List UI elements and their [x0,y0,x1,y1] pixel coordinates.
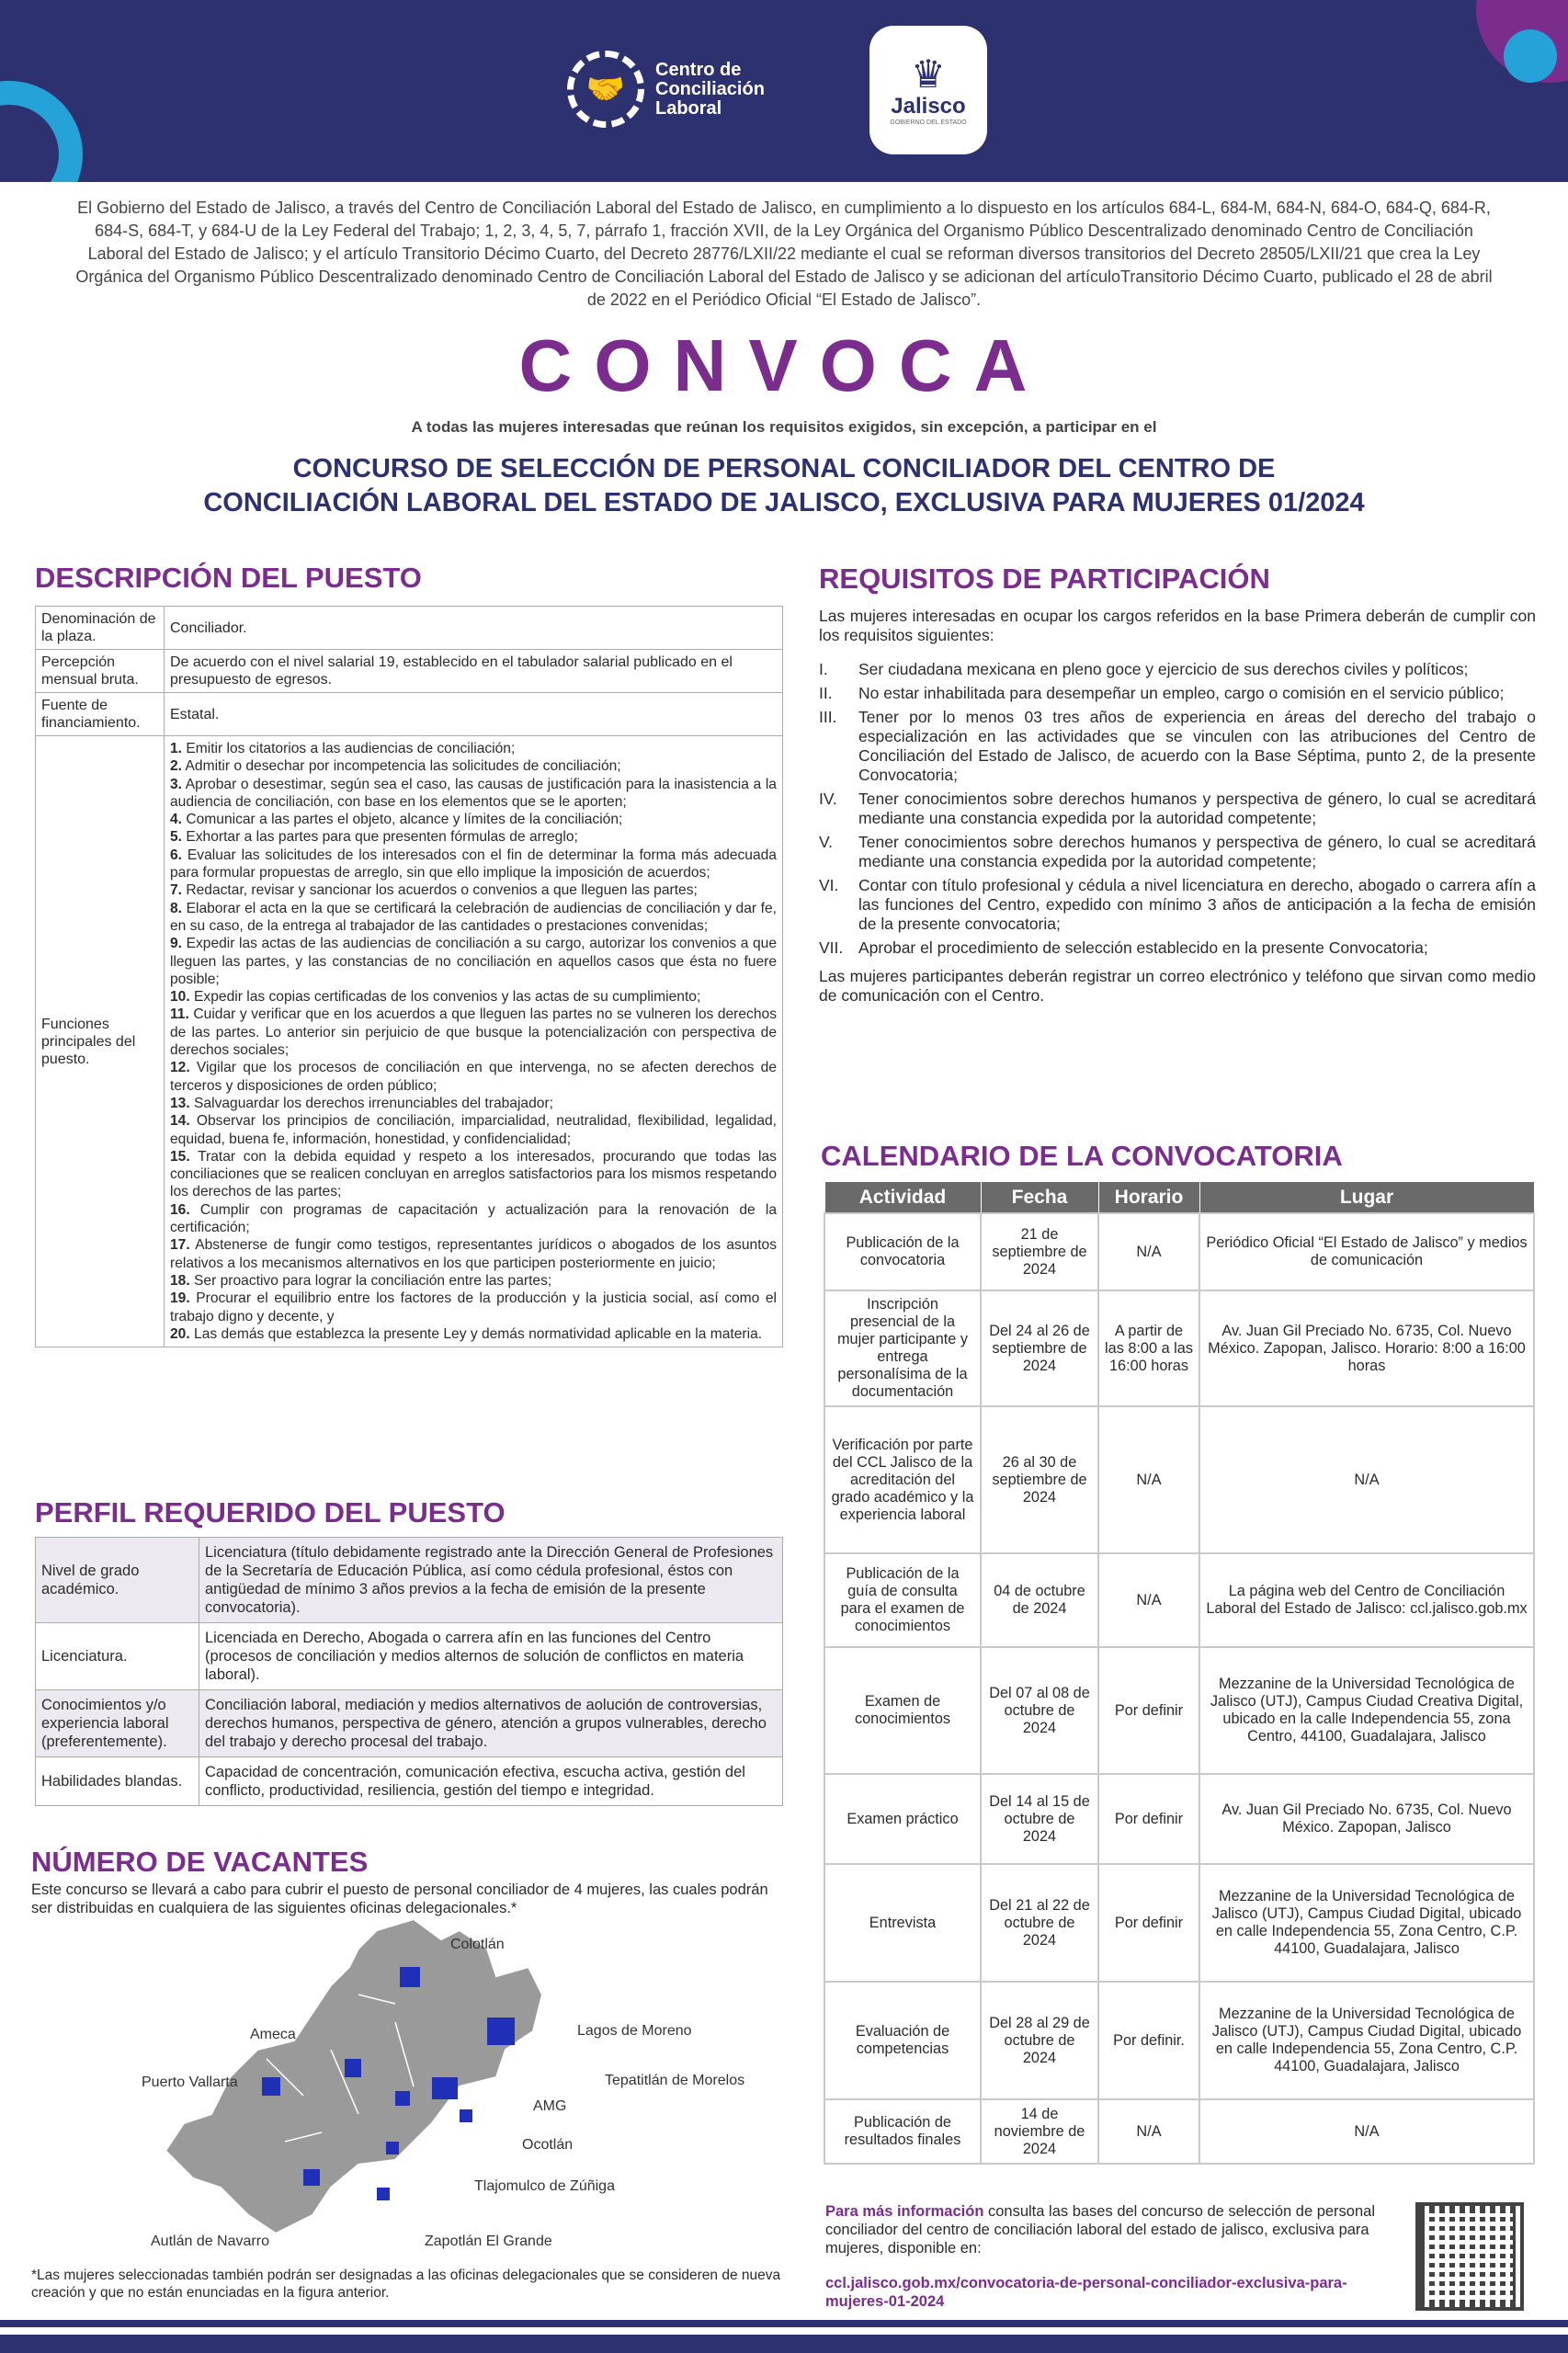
calendario-lugar: La página web del Centro de Conciliación Laboral del Estado de Jalisco: ccl.jalisco.gob.mx [1199,1553,1534,1647]
more-info [825,2202,1386,2311]
descripcion-table [35,606,783,1347]
funcion-item [170,776,777,812]
funcion-text: Elaborar el acta en la que se certificará la celebración de audiencias de conciliación y dar fe, en su caso, de la entrega al trabajador de las cantidades o prestaciones convenidas; [170,900,777,934]
descripcion-value: Estatal. [165,693,783,736]
funcion-item [170,1095,777,1112]
funcion-number: 16. [170,1201,190,1218]
funcion-number: 20. [170,1325,190,1342]
calendario-actividad: Evaluación de competencias [824,1982,981,2099]
decorative-circle-left [0,81,83,182]
funcion-text: Evaluar las solicitudes de los interesados con el fin de determinar la forma más adecuada para formular propuestas de arreglo, sin que ello implique la imposición de acuerdos; [170,847,777,881]
crown-icon: ♛ [911,51,946,96]
calendario-row [824,1290,1534,1406]
perfil-table [35,1537,783,1806]
calendario-horario: N/A [1098,1553,1199,1647]
funcion-text: Cumplir con programas de capacitación y actualización para la renovación de la certificación; [170,1201,777,1236]
vacantes-text: Este concurso se llevará a cabo para cubrir el puesto de personal conciliador de 4 mujeres, las cuales podrán ser distribuidas en cualquiera de las siguientes oficinas delegacionales.* [31,1881,768,1916]
calendario-row [824,1864,1534,1982]
requisito-item [819,833,1536,871]
funcion-item [170,1059,777,1095]
perfil-value: Conciliación laboral, mediación y medios alternativos de aolución de controversias, derechos humanos, perspectiva de género, atención a grupos vulnerables, derecho del trabajo y derecho procesal del trabajo. [199,1690,783,1757]
funcion-text: Vigilar que los procesos de conciliación en que intervenga, no se afecten derechos de terceros y disposiciones de orden público; [170,1060,778,1094]
funcion-item [170,881,777,899]
descripcion-label: Denominación de la plaza. [36,607,165,650]
calendario-horario: A partir de las 8:00 a las 16:00 horas [1098,1290,1199,1406]
calendario-fecha: 04 de octubre de 2024 [981,1553,1098,1647]
intro-paragraph: El Gobierno del Estado de Jalisco, a través del Centro de Conciliación Laboral del Estado de Jalisco, en cumplimiento a lo dispuesto en los artículos 684-L, 684-M, 684-N, 684-O, 684-Q, 684-R, 684-S, 684-T, y 684-U de la Ley Federal del Trabajo; 1, 2, 3, 4, 5, 7, párrafo 1, fracción XVII, de la Ley Orgánica del Organismo Público Descentralizado denominado Centro de Conciliación Laboral del Estado de Jalisco; y el artículo Transitorio Décimo Cuarto, del Decreto 28776/LXII/22 mediante el cual se reforman diversos transitorios del Decreto 28505/LXII/21 que crea la Ley Orgánica del Organismo Público Descentralizado denominado Centro de Conciliación Laboral del Estado de Jalisco y se adicionan del artículoTransitorio Décimo Cuarto, publicado el 28 de abril de 2022 en el Periódico Oficial “El Estado de Jalisco”. [75,199,1493,309]
calendario-actividad: Publicación de la guía de consulta para el examen de conocimientos [824,1553,981,1647]
office-amg [395,2091,410,2106]
calendario-lugar: Mezzanine de la Universidad Tecnológica de Jalisco (UTJ), Campus Ciudad Digital, ubicado en calle Independencia 55, Zona Centro, C.P. 44100, Guadalajara, Jalisco [1199,1864,1534,1982]
funcion-text: Redactar, revisar y sancionar los acuerdos o convenios a que lleguen las partes; [186,882,698,899]
funcion-text: Ser proactivo para lograr la conciliación entre las partes; [194,1272,552,1289]
calendario-lugar: Av. Juan Gil Preciado No. 6735, Col. Nuevo México. Zapopan, Jalisco. Horario: 8:00 a 16:00 horas [1199,1290,1534,1406]
calendario-row [824,1553,1534,1647]
funcion-item [170,828,777,846]
funcion-item [170,1112,777,1148]
calendario-actividad: Verificación por parte del CCL Jalisco de la acreditación del grado académico y la experiencia laboral [824,1406,981,1553]
funcion-item [170,900,777,936]
funcion-number: 15. [170,1148,190,1165]
calendario-lugar: Av. Juan Gil Preciado No. 6735, Col. Nuevo México. Zapopan, Jalisco [1199,1774,1534,1864]
funciones-label: Funciones principales del puesto. [36,736,165,1347]
perfil-row [36,1623,783,1690]
funcion-number: 2. [170,758,183,775]
calendario-horario: N/A [1098,1406,1199,1553]
funcion-text: Procurar el equilibrio entre los factores de la producción y la justicia social, así como el trabajo digno y decente, y [170,1290,777,1324]
office-label: Ameca [250,2027,296,2042]
funcion-item [170,1325,777,1343]
calendario-actividad: Examen práctico [824,1774,981,1864]
funcion-number: 12. [170,1060,190,1076]
office-label: Tlajomulco de Zúñiga [474,2178,615,2194]
header-banner [0,0,1568,182]
calendario-table [824,1181,1535,2165]
office-label: Colotlán [450,1937,505,1952]
perfil-label: Nivel de grado académico. [36,1538,199,1623]
calendario-fecha: Del 24 al 26 de septiembre de 2024 [981,1290,1098,1406]
requisitos-section [819,607,1536,1006]
perfil-value: Licenciatura (título debidamente registrado ante la Dirección General de Profesiones de la Secretaría de Educación Pública, así como cédula profesional, éstos con antigüedad de mínimo 3 años previos a la fecha de emisión de la presente convocatoria). [199,1538,783,1623]
funcion-number: 10. [170,989,190,1006]
requisito-text: Aprobar el procedimiento de selección establecido en la presente Convocatoria; [858,938,1428,957]
requisito-text: Contar con título profesional y cédula a nivel licenciatura en derecho, abogado o carrera afín a las funciones del Centro, expedido con mínimo 3 años de anticipación a la fecha de emisión de la presente convocatoria; [858,876,1536,933]
requisitos-title: REQUISITOS DE PARTICIPACIÓN [819,563,1270,595]
calendario-fecha: Del 21 al 22 de octubre de 2024 [981,1864,1098,1982]
descripcion-row [36,607,783,650]
descripcion-row [36,650,783,693]
perfil-row [36,1690,783,1757]
more-info-text: consulta las bases del concurso de selección de personal conciliador del centro de conciliación laboral del estado de jalisco, exclusiva para mujeres, disponible en: [825,2203,1375,2256]
funcion-text: Comunicar a las partes el objeto, alcance y límites de la conciliación; [186,812,623,828]
requisito-item [819,708,1536,785]
office-colotlan [400,1967,420,1987]
ccl-logo [567,51,793,128]
funcion-text: Expedir las copias certificadas de los convenios y las actas de su cumplimiento; [194,989,701,1006]
perfil-title: PERFIL REQUERIDO DEL PUESTO [35,1496,506,1529]
office-label: AMG [533,2098,567,2114]
concurso-line-1: CONCURSO DE SELECCIÓN DE PERSONAL CONCILIADOR DEL CENTRO DE [292,454,1276,483]
funcion-number: 17. [170,1237,190,1254]
perfil-label: Licenciatura. [36,1623,199,1690]
requisito-text: Tener por lo menos 03 tres años de experiencia en áreas del derecho del trabajo o especialización en las actividades que se vinculen con las atribuciones del Centro de Conciliación del Estado de Jalisco, de acuerdo con la Base Séptima, punto 2, de la presente Convocatoria; [858,708,1536,784]
requisitos-list [819,660,1536,958]
requisito-text: Ser ciudadana mexicana en pleno goce y ejercicio de sus derechos civiles y políticos; [858,660,1469,678]
requisito-item [819,790,1536,828]
jalisco-logo-sub: GOBIERNO DEL ESTADO [890,119,967,126]
requisitos-closing: Las mujeres participantes deberán registrar un correo electrónico y teléfono que sirvan como medio de comunicación con el Centro. [819,967,1536,1005]
funcion-item [170,935,777,988]
funcion-number: 18. [170,1272,190,1289]
calendario-row [824,1982,1534,2099]
funcion-text: Las demás que establezca la presente Ley y demás normatividad aplicable en la materia. [194,1325,763,1342]
requisito-number: VII. [819,938,844,957]
funcion-number: 6. [170,847,183,863]
calendario-actividad: Entrevista [824,1864,981,1982]
funcion-text: Cuidar y verificar que en los acuerdos a que lleguen las partes no se vulneren los derechos de las partes. Lo anterior sin perjuicio de que busque la potencialización con perspectiva de derechos sociales; [170,1006,777,1059]
requisito-number: III. [819,708,837,726]
perfil-row [36,1538,783,1623]
funcion-item [170,988,777,1006]
office-vallarta [262,2077,280,2096]
calendario-horario: N/A [1098,1213,1199,1290]
calendario-fecha: 26 al 30 de septiembre de 2024 [981,1406,1098,1553]
funcion-text: Tratar con la debida equidad y respeto a los interesados, procurando que todas las conciliaciones que se realicen concluyan en arreglos satisfactorios para los mismos respetando los derechos de las partes; [170,1148,777,1200]
requisito-number: I. [819,660,828,678]
requisito-item [819,684,1536,703]
office-label: Autlán de Navarro [151,2234,269,2249]
requisito-number: V. [819,833,833,851]
calendario-horario: Por definir [1098,1774,1199,1864]
funcion-number: 1. [170,741,183,756]
calendario-actividad: Publicación de resultados finales [824,2099,981,2164]
office-tlajomulco [386,2142,399,2154]
funcion-number: 4. [170,812,183,828]
requisito-number: VI. [819,876,839,894]
invite-text: A todas las mujeres interesadas que reúnan los requisitos exigidos, sin excepción, a participar en el [411,418,1157,436]
calendario-fecha: Del 07 al 08 de octubre de 2024 [981,1647,1098,1774]
funcion-number: 19. [170,1290,190,1307]
descripcion-label: Percepción mensual bruta. [36,650,165,693]
funcion-text: Observar los principios de conciliación, imparcialidad, neutralidad, flexibilidad, legalidad, equidad, buena fe, información, honestidad, y confidencialidad; [170,1113,777,1147]
funcion-number: 7. [170,882,183,899]
perfil-value: Licenciada en Derecho, Abogada o carrera afín en las funciones del Centro (procesos de conciliación y medios alternos de solución de conflictos en materia laboral). [199,1623,783,1690]
funcion-number: 3. [170,776,183,792]
funcion-item [170,1201,777,1237]
requisito-text: Tener conocimientos sobre derechos humanos y perspectiva de género, lo cual se acreditará mediante una constancia expedida por la autoridad competente; [858,790,1536,827]
calendario-lugar: Mezzanine de la Universidad Tecnológica de Jalisco (UTJ), Campus Ciudad Digital, ubicado en calle Independencia 55, Zona Centro, C.P. 44100, Guadalajara, Jalisco [1199,1982,1534,2099]
calendario-header: Lugar [1199,1182,1534,1214]
funcion-text: Admitir o desechar por incompetencia las solicitudes de conciliación; [185,758,621,775]
handshake-gear-icon: 🤝 [567,51,644,128]
ccl-logo-text: Centro de Conciliación Laboral [655,59,765,119]
funcion-item [170,1290,777,1325]
funcion-item [170,740,777,757]
office-label: Tepatitlán de Morelos [605,2073,745,2088]
perfil-row [36,1757,783,1806]
office-label: Zapotlán El Grande [425,2234,552,2249]
requisitos-intro: Las mujeres interesadas en ocupar los cargos referidos en la base Primera deberán de cumplir con los requisitos siguientes: [819,607,1536,644]
office-autlan [303,2169,320,2186]
requisito-text: Tener conocimientos sobre derechos humanos y perspectiva de género, lo cual se acreditará mediante una constancia expedida por la autoridad competente; [858,833,1536,870]
concurso-title [92,452,1476,520]
calendario-actividad: Inscripción presencial de la mujer participante y entrega personalísima de la documentación [824,1290,981,1406]
office-lagos [487,2018,515,2045]
requisito-number: II. [819,684,833,702]
calendario-lugar: N/A [1199,1406,1534,1553]
funcion-number: 14. [170,1113,190,1130]
office-ocotlan [460,2109,472,2122]
funcion-item [170,1148,777,1201]
funcion-item [170,757,777,775]
more-info-url[interactable]: ccl.jalisco.gob.mx/convocatoria-de-personal-conciliador-exclusiva-para-mujeres-01-2024 [825,2275,1347,2310]
perfil-value: Capacidad de concentración, comunicación efectiva, escucha activa, gestión del conflicto, productividad, resiliencia, gestión del tiempo e integridad. [199,1757,783,1806]
calendario-actividad: Examen de conocimientos [824,1647,981,1774]
funcion-text: Salvaguardar los derechos irrenunciables del trabajador; [194,1095,553,1111]
funcion-item [170,811,777,828]
funcion-item [170,1006,777,1059]
jalisco-logo-text: Jalisco [891,93,966,119]
descripcion-value: Conciliador. [165,607,783,650]
funcion-text: Exhortar a las partes para que presenten fórmulas de arreglo; [186,829,578,846]
calendario-title: CALENDARIO DE LA CONVOCATORIA [821,1140,1343,1172]
funcion-text: Abstenerse de fungir como testigos, representantes jurídicos o abogados de los asuntos relativos a los mecanismos alternativos en los que participen posteriormente en juicio; [170,1237,777,1271]
requisito-text: No estar inhabilitada para desempeñar un empleo, cargo o comisión en el servicio público; [858,684,1505,702]
calendario-header: Horario [1098,1182,1199,1214]
calendario-lugar: Mezzanine de la Universidad Tecnológica de Jalisco (UTJ), Campus Ciudad Creativa Digital, ubicado en la calle Independencia 55, zona Centro, 44100, Guadalajara, Jalisco [1199,1647,1534,1774]
calendario-row [824,1774,1534,1864]
perfil-label: Habilidades blandas. [36,1757,199,1806]
calendario-lugar: Periódico Oficial “El Estado de Jalisco” y medios de comunicación [1199,1213,1534,1290]
calendario-horario: Por definir [1098,1647,1199,1774]
calendario-fecha: Del 14 al 15 de octubre de 2024 [981,1774,1098,1864]
office-tepatitlan [432,2077,458,2099]
footer-band [0,2335,1568,2353]
calendario-fecha: Del 28 al 29 de octubre de 2024 [981,1982,1098,2099]
office-label: Puerto Vallarta [142,2075,238,2090]
funcion-number: 11. [170,1006,189,1023]
calendario-fecha: 14 de noviembre de 2024 [981,2099,1098,2164]
funcion-item [170,1272,777,1290]
funcion-item [170,847,777,882]
jalisco-offices-map [28,1912,781,2272]
office-zapotlan [377,2188,390,2200]
requisito-item [819,876,1536,934]
funciones-list [165,736,783,1347]
calendario-fecha: 21 de septiembre de 2024 [981,1213,1098,1290]
calendario-horario: Por definir. [1098,1982,1199,2099]
funciones-row [36,736,783,1347]
requisito-item [819,660,1536,679]
calendario-horario: Por definir [1098,1864,1199,1982]
funcion-text: Emitir los citatorios a las audiencias de conciliación; [186,741,516,756]
funcion-item [170,1236,777,1272]
office-label: Lagos de Moreno [577,2023,692,2039]
concurso-line-2: CONCILIACIÓN LABORAL DEL ESTADO DE JALISCO, EXCLUSIVA PARA MUJERES 01/2024 [203,488,1365,517]
funcion-number: 5. [170,829,183,846]
vacantes-footnote: *Las mujeres seleccionadas también podrán ser designadas a las oficinas delegacionales que se consideren de nueva creación y que no están enunciadas en la figura anterior. [31,2268,781,2301]
requisito-number: IV. [819,790,837,808]
calendario-row [824,1406,1534,1553]
descripcion-label: Fuente de financiamiento. [36,693,165,736]
calendario-header: Actividad [824,1182,981,1214]
qr-code-icon[interactable] [1415,2202,1524,2311]
more-info-lead: Para más información [825,2203,984,2220]
calendario-row [824,1213,1534,1290]
funcion-number: 8. [170,900,183,916]
funcion-text: Expedir las actas de las audiencias de conciliación a su cargo, autorizar los convenios a que lleguen las partes, y las constancias de no conciliación en aquellos casos que ésta no fuere posible; [170,936,777,987]
calendario-row [824,2099,1534,2164]
funcion-number: 13. [170,1095,190,1111]
requisito-item [819,938,1536,958]
convoca-title: CONVOCA [518,324,1050,406]
descripcion-value: De acuerdo con el nivel salarial 19, establecido en el tabulador salarial publicado en el presupuesto de egresos. [165,650,783,693]
office-ameca [345,2059,361,2077]
vacantes-title: NÚMERO DE VACANTES [31,1846,369,1878]
perfil-label: Conocimientos y/o experiencia laboral (preferentemente). [36,1690,199,1757]
descripcion-row [36,693,783,736]
calendario-lugar: N/A [1199,2099,1534,2164]
calendario-actividad: Publicación de la convocatoria [824,1213,981,1290]
funcion-text: Aprobar o desestimar, según sea el caso, las causas de justificación para la inasistencia a la audiencia de conciliación, con base en los elementos que se le aporten; [170,776,777,810]
calendario-row [824,1647,1534,1774]
funcion-number: 9. [170,936,183,952]
calendario-horario: N/A [1098,2099,1199,2164]
jalisco-logo [869,26,987,154]
office-label: Ocotlán [522,2137,574,2153]
descripcion-title: DESCRIPCIÓN DEL PUESTO [35,562,422,594]
decorative-circle-blue [1504,29,1557,83]
calendario-header: Fecha [981,1182,1098,1214]
